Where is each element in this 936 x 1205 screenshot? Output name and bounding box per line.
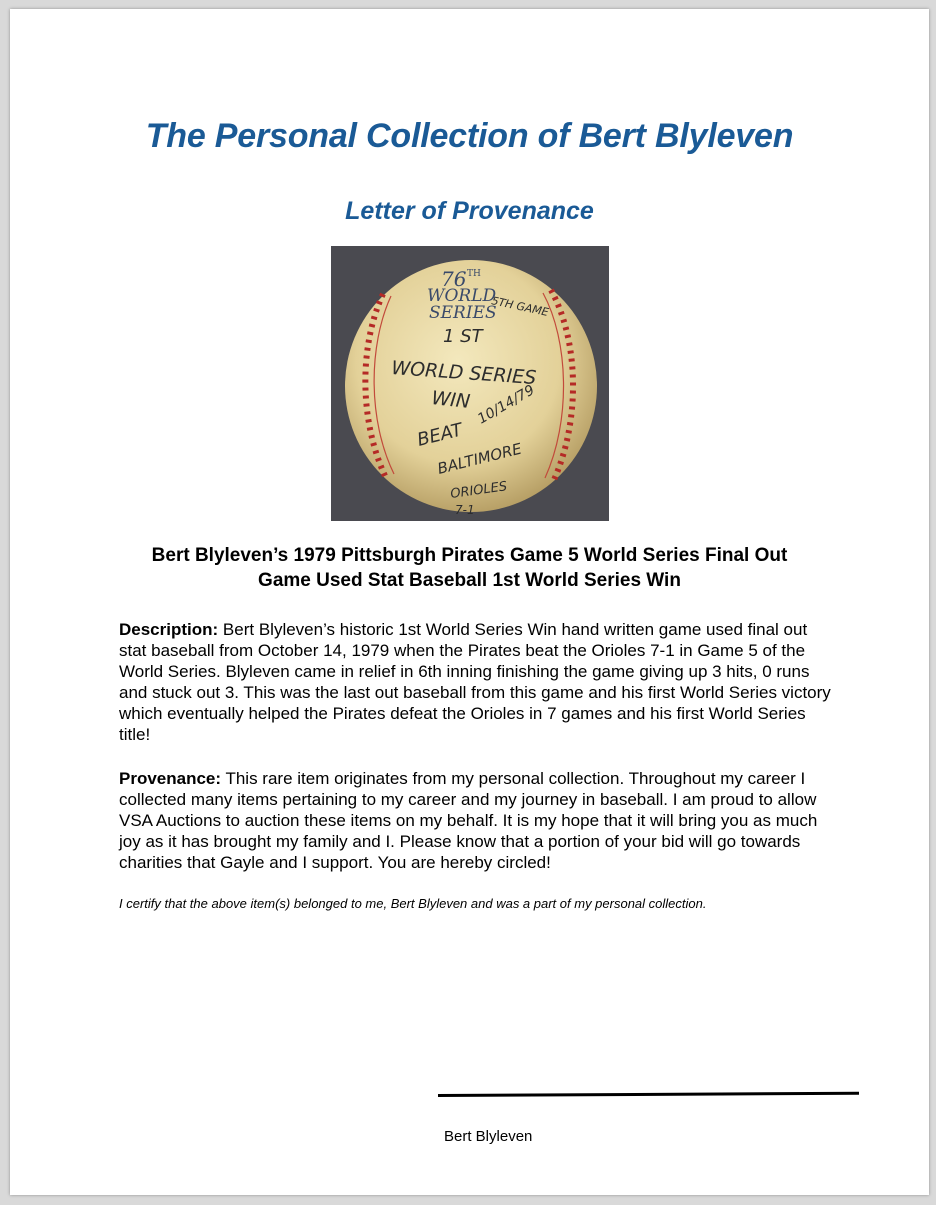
svg-text:76: 76 — [441, 267, 467, 291]
svg-text:ORIOLES: ORIOLES — [449, 479, 509, 502]
certification-statement: I certify that the above item(s) belonged to me, Bert Blyleven and was a part of my personal collection. — [119, 896, 707, 911]
page-title: The Personal Collection of Bert Blyleven — [145, 117, 794, 155]
baseball-photo — [331, 246, 609, 521]
svg-text:7-1: 7-1 — [455, 503, 475, 517]
signature-name: Bert Blyleven — [444, 1128, 533, 1145]
description-paragraph — [119, 619, 831, 745]
letter-page — [10, 9, 929, 1195]
svg-text:WORLD: WORLD — [427, 286, 497, 306]
svg-text:TH: TH — [467, 269, 481, 279]
svg-text:WIN: WIN — [430, 387, 472, 414]
description-text: Bert Blyleven’s historic 1st World Series Win hand written game used final out stat baseball from October 14, 1979 when the Pirates beat the Orioles 7-1 in Game 5 of the World Series. Blyleven came in relief in 6th inning finishing the game giving up 3 hits, 0 runs and stuck out 3. This was the last out baseball from this game and his first World Series victory which eventually helped the Pirates defeat the Orioles in 7 games and his first World Series title! — [119, 620, 831, 744]
provenance-paragraph — [119, 768, 831, 873]
svg-text:WORLD SERIES: WORLD SERIES — [390, 357, 537, 390]
signature-line — [438, 1092, 859, 1097]
provenance-text: This rare item originates from my personal collection. Throughout my career I collected many items pertaining to my career and my journey in baseball. I am proud to allow VSA Auctions to auction these items on my behalf. It is my hope that it will bring you as much joy as it has brought my family and I. Please know that a portion of your bid will go towards charities that Gayle and I support. You are hereby circled! — [119, 769, 818, 872]
svg-text:10/14/79: 10/14/79 — [475, 382, 538, 428]
svg-text:BEAT: BEAT — [415, 419, 465, 451]
description-label: Description: — [119, 620, 219, 639]
svg-text:1 ST: 1 ST — [443, 326, 483, 347]
item-title — [70, 543, 869, 593]
item-title-line-2: Game Used Stat Baseball 1st World Series Win — [258, 570, 681, 591]
item-title-line-1: Bert Blyleven’s 1979 Pittsburgh Pirates Game 5 World Series Final Out — [151, 545, 788, 566]
svg-text:SERIES: SERIES — [429, 303, 497, 323]
svg-text:BALTIMORE: BALTIMORE — [435, 439, 524, 478]
svg-text:5TH GAME: 5TH GAME — [490, 294, 550, 319]
provenance-label: Provenance: — [119, 769, 222, 788]
page-subtitle: Letter of Provenance — [345, 197, 594, 225]
